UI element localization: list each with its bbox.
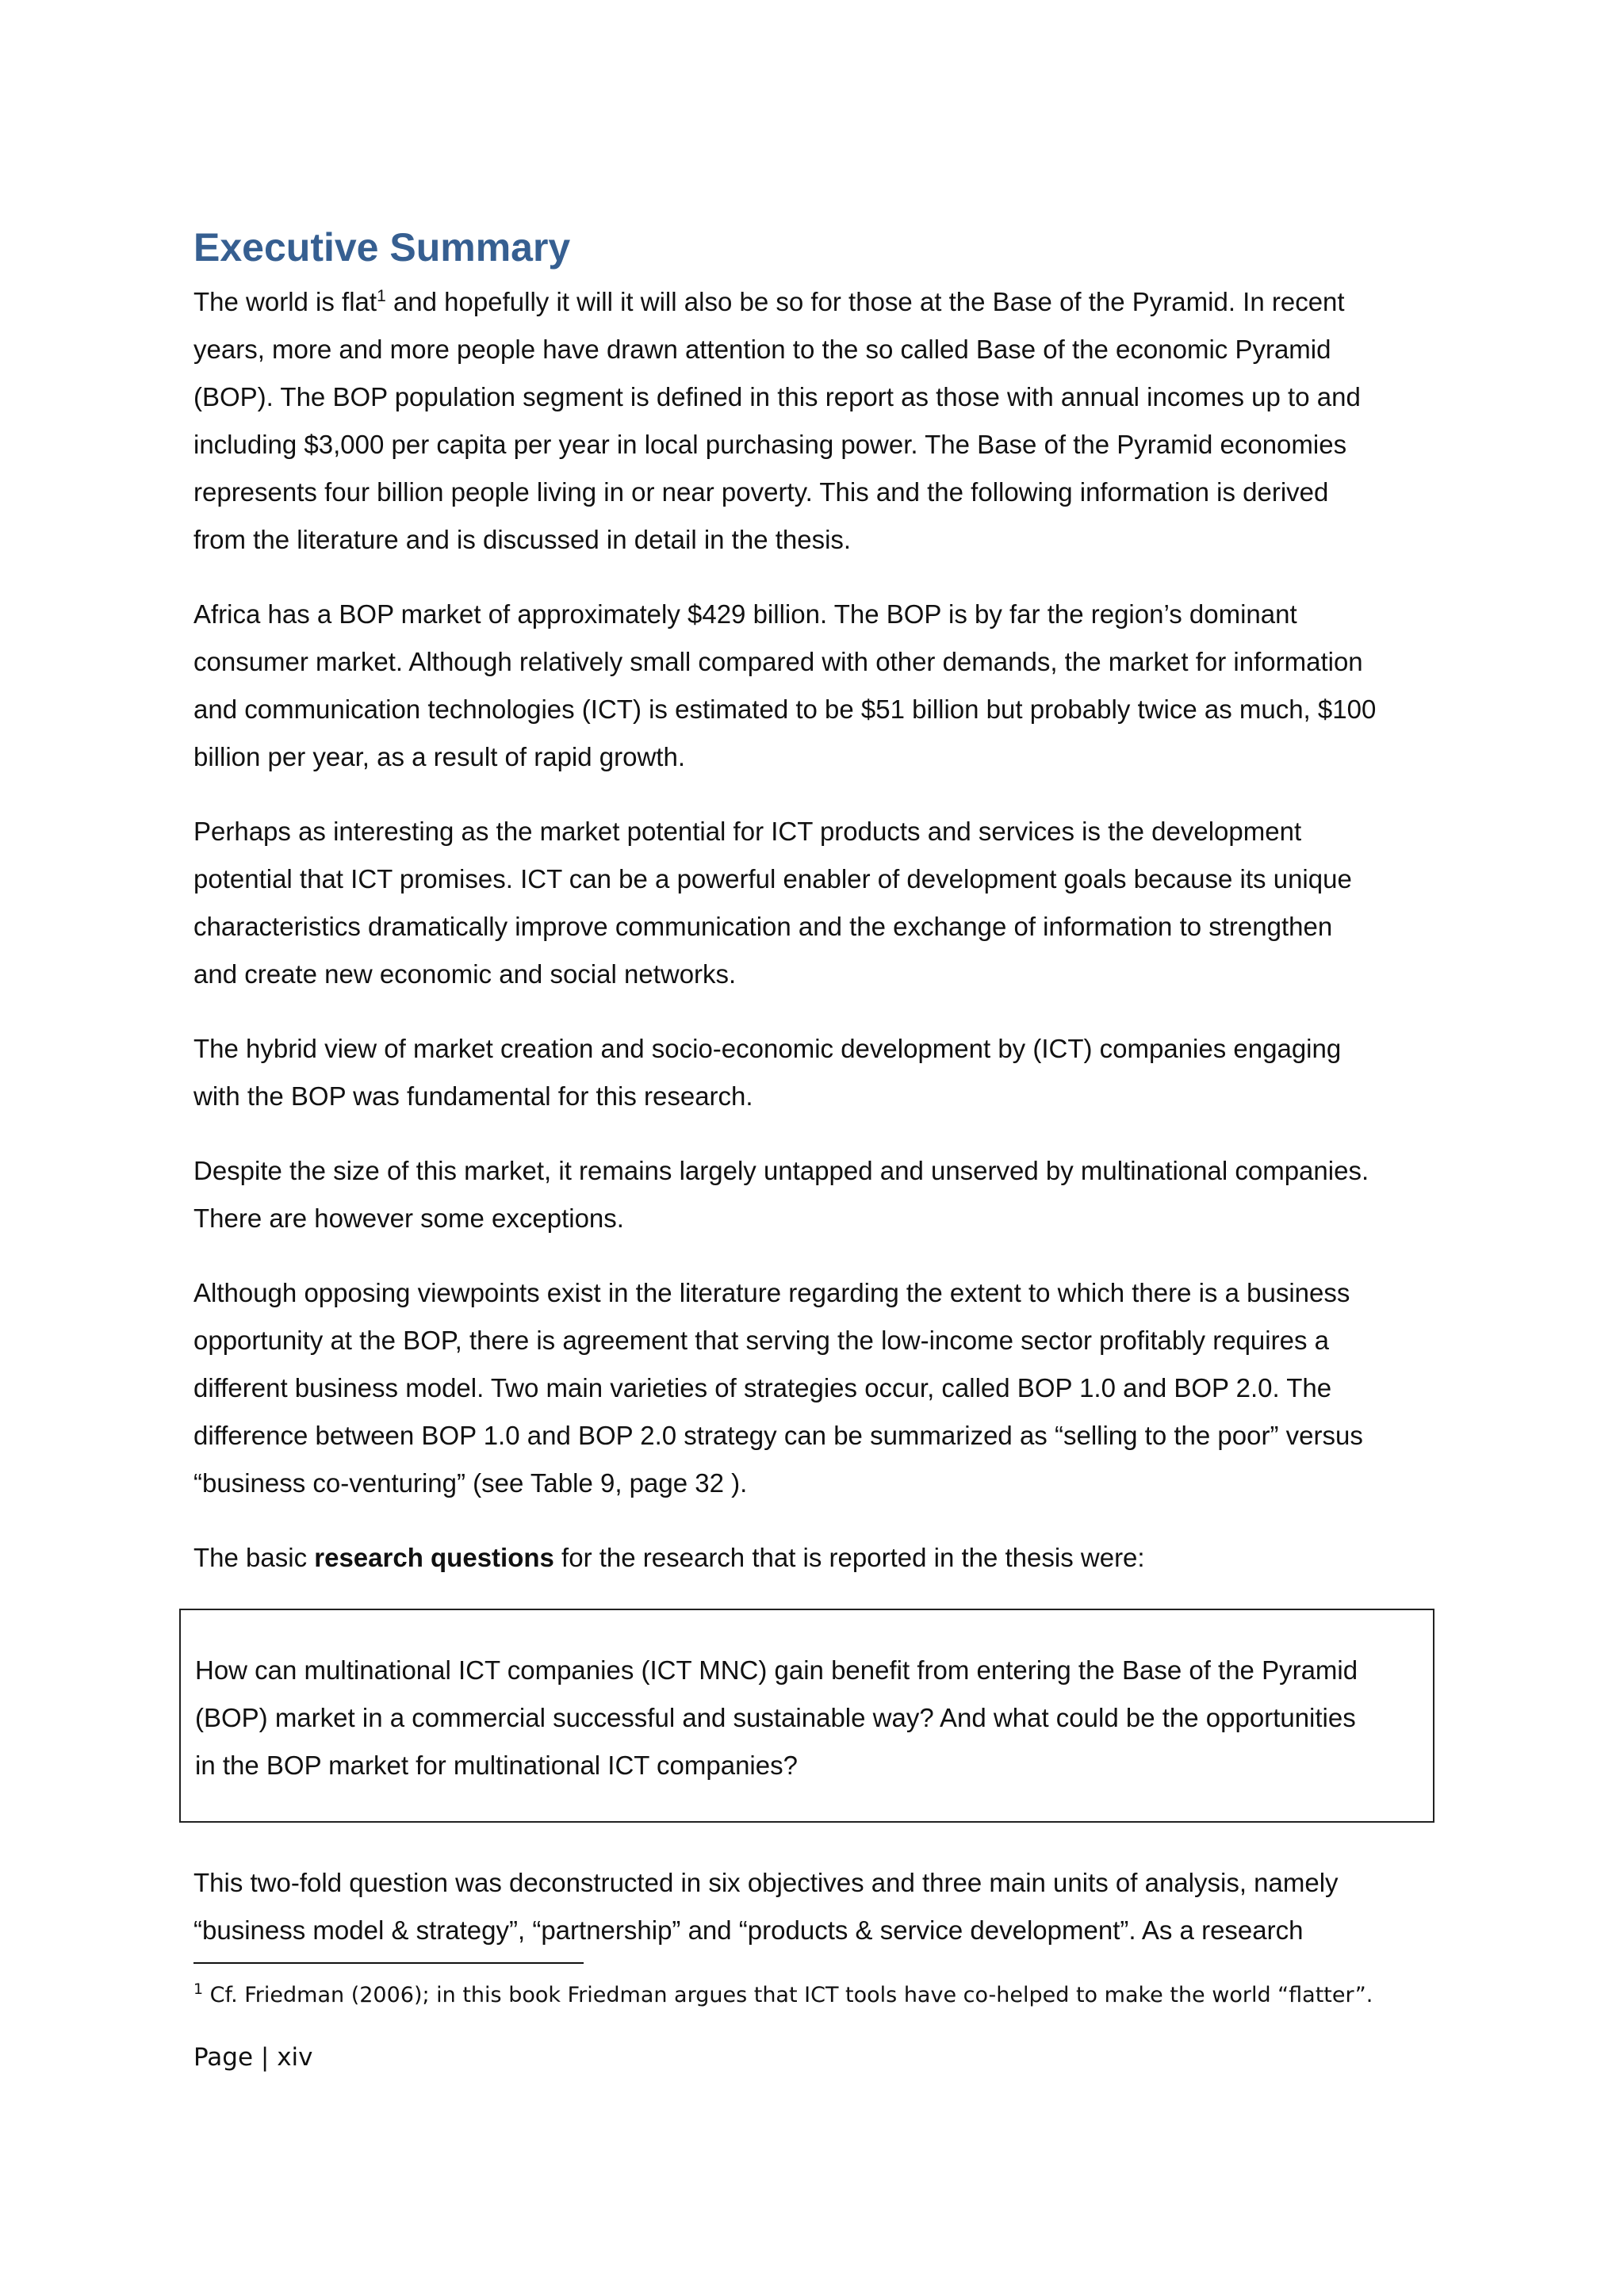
paragraph-africa-market	[193, 591, 1446, 781]
text-line: from the literature and is discussed in detail in the thesis.	[193, 525, 852, 554]
footnote-reference[interactable]: 1	[377, 287, 386, 305]
text-line: and communication technologies (ICT) is estimated to be $51 billion but probably twice as much, $100	[193, 695, 1377, 724]
footnote-separator	[193, 1962, 584, 1964]
text-line: “business model & strategy”, “partnership” and “products & service development”. As a research	[193, 1915, 1304, 1945]
text-line: (BOP). The BOP population segment is defined in this report as those with annual incomes up to and	[193, 382, 1361, 411]
text-line: This two-fold question was deconstructed in six objectives and three main units of analysis, namely	[193, 1868, 1339, 1897]
text-span: for the research that is reported in the thesis were:	[553, 1543, 1145, 1572]
text-line: represents four billion people living in or near poverty. This and the following information is derived	[193, 477, 1329, 507]
paragraph-hybrid-view	[193, 1025, 1446, 1120]
paragraph-untapped-market	[193, 1147, 1446, 1242]
paragraph-deconstruction	[193, 1859, 1446, 1954]
text-span: The world is flat	[193, 287, 377, 316]
paragraph-intro	[193, 278, 1446, 564]
text-line: How can multinational ICT companies (ICT MNC) gain benefit from entering the Base of the Pyramid	[195, 1655, 1358, 1685]
page-title: Executive Summary	[193, 225, 571, 270]
bold-text: research questions	[314, 1543, 554, 1572]
text-line	[193, 278, 1446, 326]
paragraph-research-questions-intro	[193, 1534, 1446, 1582]
text-line: with the BOP was fundamental for this research.	[193, 1081, 753, 1111]
text-line: Perhaps as interesting as the market potential for ICT products and services is the development	[193, 817, 1302, 846]
footnote-marker: 1	[193, 1980, 204, 1998]
text-line: and create new economic and social networks.	[193, 959, 737, 989]
text-line: years, more and more people have drawn attention to the so called Base of the economic Pyramid	[193, 335, 1331, 364]
footnote	[193, 1980, 1446, 2011]
text-line: billion per year, as a result of rapid growth.	[193, 742, 685, 771]
text-line: (BOP) market in a commercial successful and sustainable way? And what could be the opportunities	[195, 1703, 1356, 1732]
text-span: and hopefully it will it will also be so for those at the Base of the Pyramid. In recent	[385, 287, 1345, 316]
document-page	[193, 222, 1446, 2072]
text-line: opportunity at the BOP, there is agreement that serving the low-income sector profitably requires a	[193, 1326, 1329, 1355]
text-line: consumer market. Although relatively small compared with other demands, the market for information	[193, 647, 1363, 676]
paragraph-development-potential	[193, 808, 1446, 998]
text-line: difference between BOP 1.0 and BOP 2.0 strategy can be summarized as “selling to the poor” versus	[193, 1421, 1363, 1450]
text-line: Although opposing viewpoints exist in the literature regarding the extent to which there is a business	[193, 1278, 1350, 1307]
text-line: including $3,000 per capita per year in local purchasing power. The Base of the Pyramid economies	[193, 430, 1347, 459]
text-line: potential that ICT promises. ICT can be a powerful enabler of development goals because its unique	[193, 864, 1352, 894]
text-line: There are however some exceptions.	[193, 1203, 624, 1233]
text-line: in the BOP market for multinational ICT companies?	[195, 1751, 798, 1780]
footnote-text: Cf. Friedman (2006); in this book Friedman argues that ICT tools have co-helped to make the world “flatter”.	[203, 1983, 1373, 2007]
research-question-box	[179, 1609, 1434, 1823]
text-line: “business co-venturing” (see Table 9, page 32 ).	[193, 1468, 748, 1498]
text-line: The hybrid view of market creation and socio-economic development by (ICT) companies engaging	[193, 1034, 1342, 1063]
text-line: different business model. Two main varieties of strategies occur, called BOP 1.0 and BOP 2.0. The	[193, 1373, 1332, 1402]
text-line: Despite the size of this market, it remains largely untapped and unserved by multinational companies.	[193, 1156, 1369, 1185]
text-line: characteristics dramatically improve communication and the exchange of information to strengthen	[193, 912, 1333, 941]
paragraph-strategies	[193, 1269, 1446, 1507]
research-question-text	[195, 1647, 1433, 1789]
text-line: Africa has a BOP market of approximately $429 billion. The BOP is by far the region’s dominant	[193, 599, 1297, 629]
page-number: Page | xiv	[193, 2043, 313, 2072]
text-span: The basic	[193, 1543, 315, 1572]
text-line	[193, 1534, 1446, 1582]
